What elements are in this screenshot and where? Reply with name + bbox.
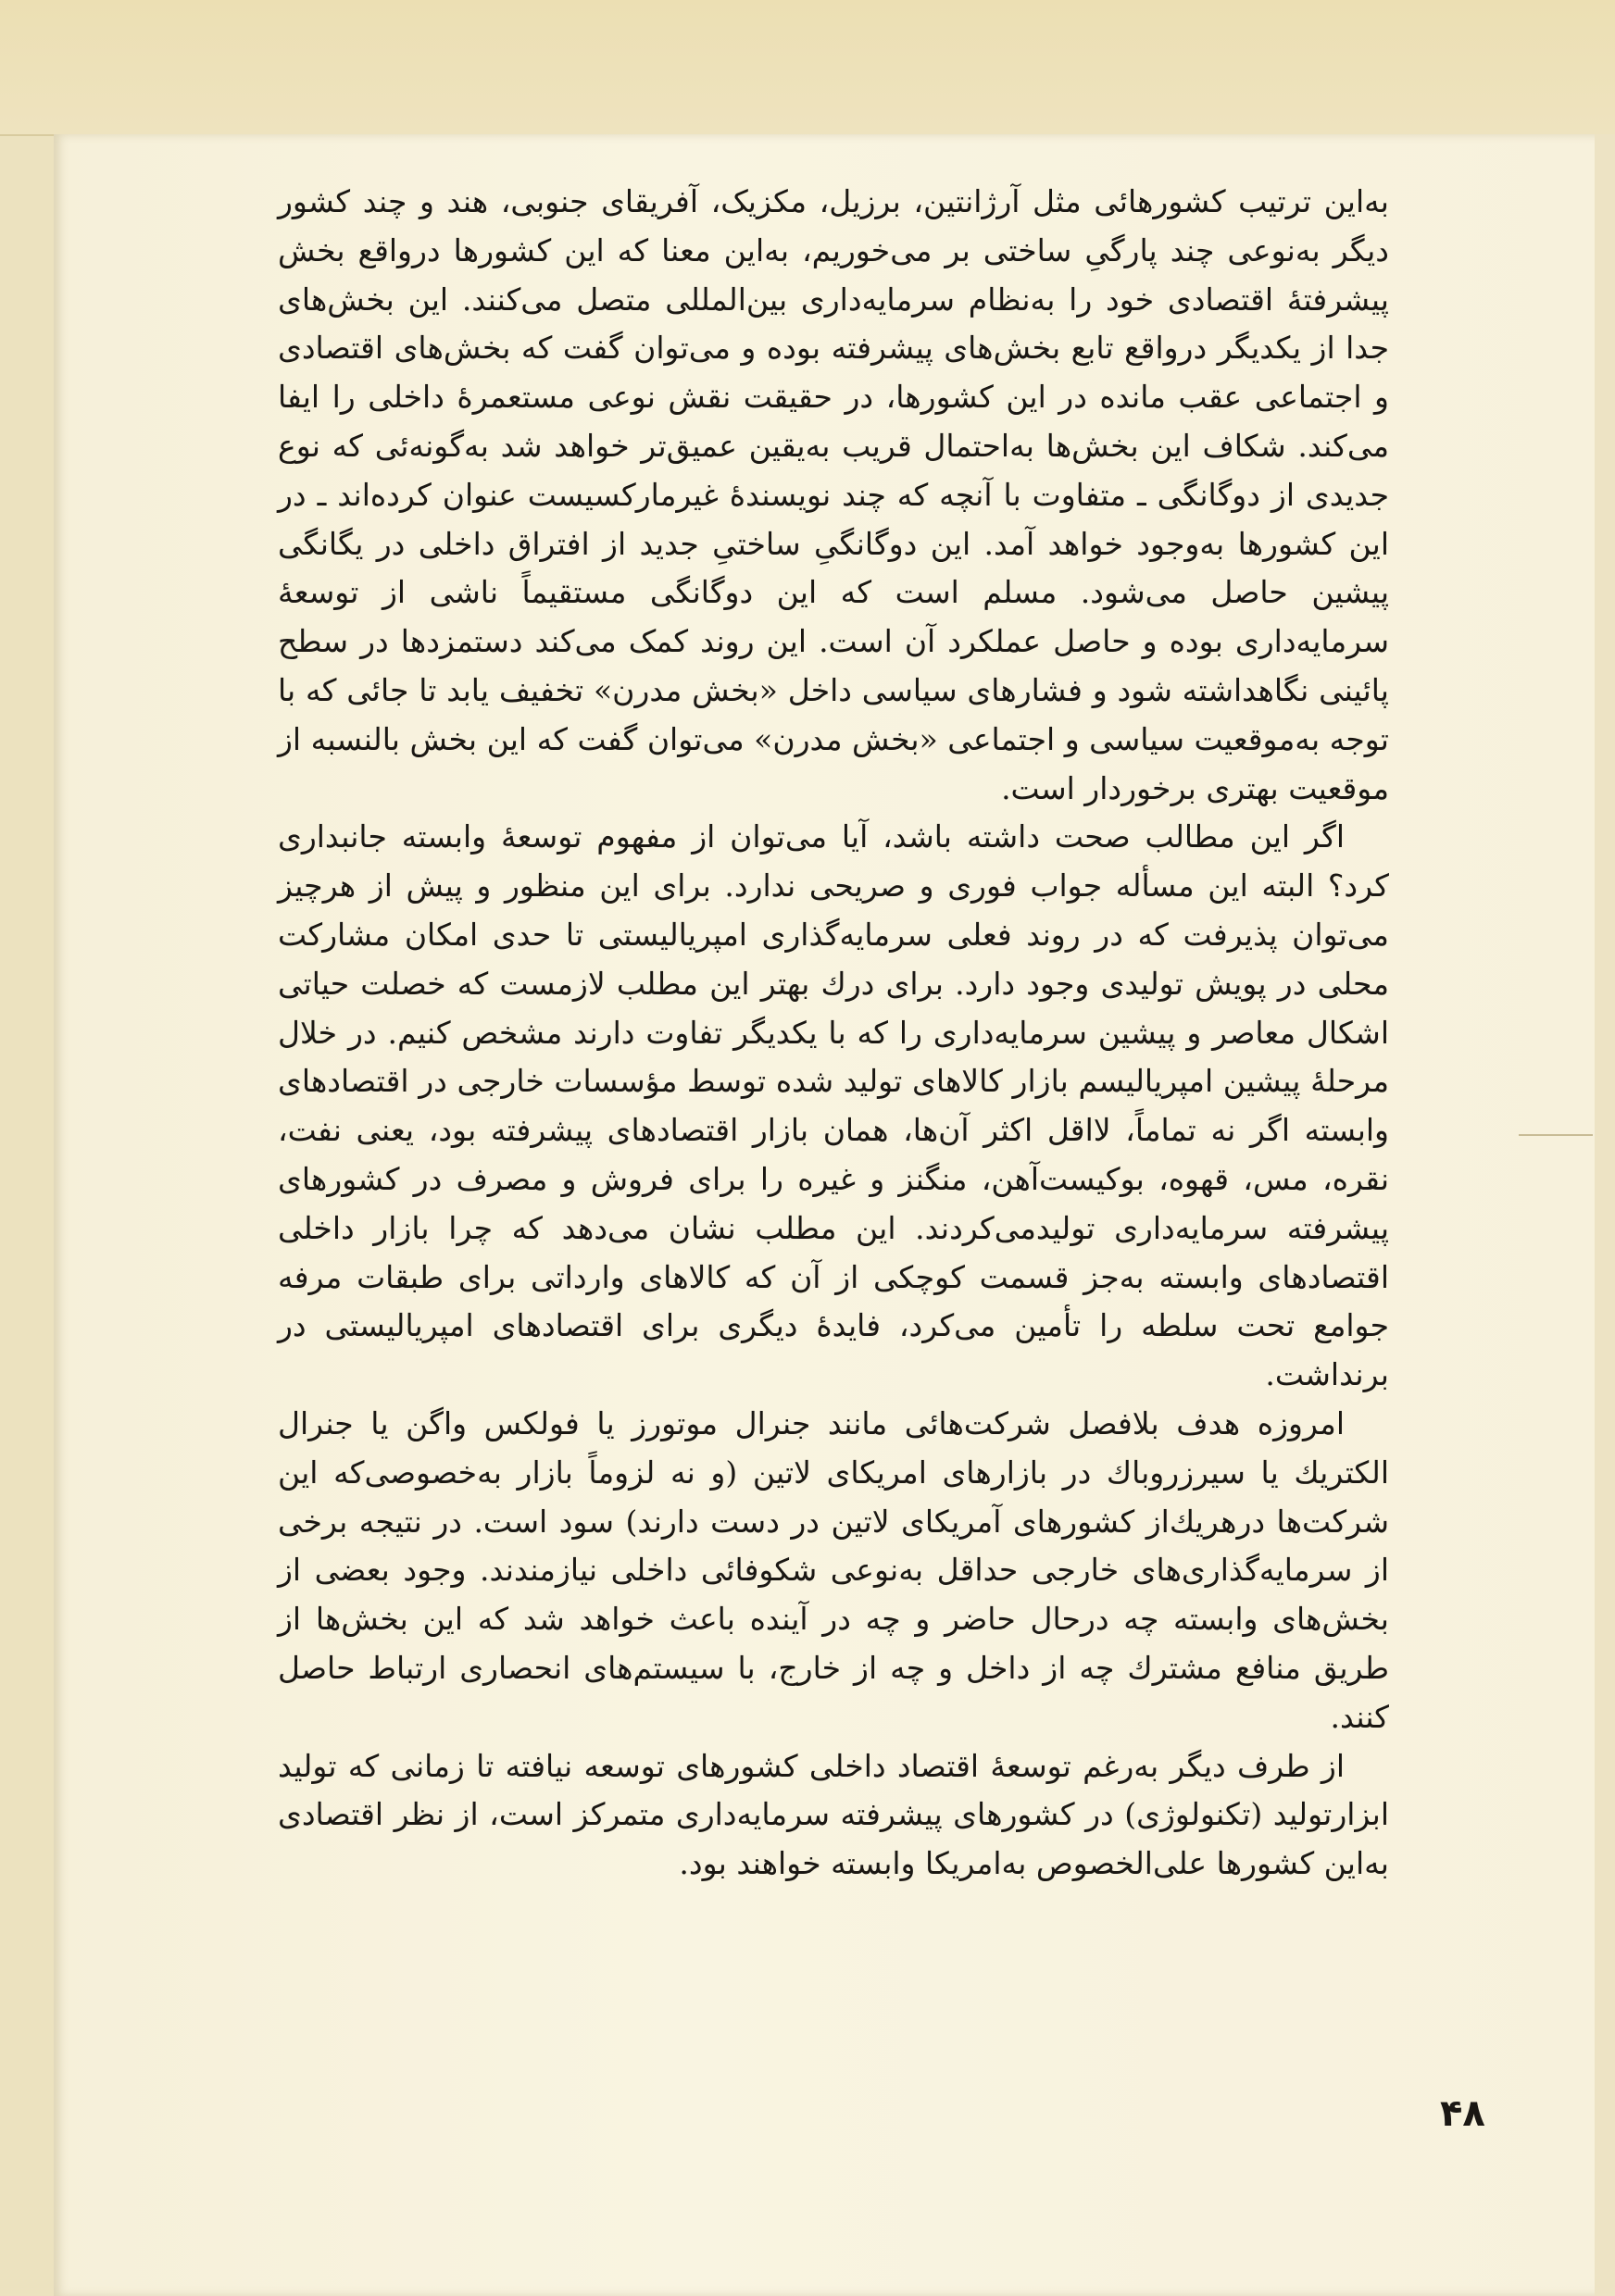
paragraph-3: امروزه هدف بلافصل شرکت‌هائی مانند جنرال موتورز یا فولکس واگن یا جنرال الکتریك یا سیرزروباك در بازارهای امریکای لاتین (و نه لزوماً بازار به‌خصوصی‌که این شرکت‌ها درهریك‌از کشورهای آمریکای لاتین در دست دارند) سود است. در نتیجه برخی از سرمایه‌گذاری‌های خارجی حداقل به‌نوعی شکوفائی داخلی نیازمندند. وجود بعضی از بخش‌های وابسته چه درحال حاضر و چه در آینده باعث خواهد شد که این بخش‌ها از طریق منافع مشترك چه از داخل و چه از خارج، با سیستم‌های انحصاری ارتباط حاصل کنند. bbox=[278, 1404, 1389, 1735]
page-edge bbox=[1595, 134, 1615, 2296]
paragraph-4: از طرف دیگر به‌رغم توسعهٔ اقتصاد داخلی کشورهای توسعه نیافته تا زمانی که تولید ابزارتولید (تکنولوژی) در کشورهای پیشرفته سرمایه‌داری متمرکز است، از نظر اقتصادی به‌این کشورها علی‌الخصوص به‌امریکا وابسته خواهند بود. bbox=[278, 1747, 1389, 1882]
margin-mark bbox=[1519, 1134, 1593, 1136]
body-text bbox=[278, 178, 1389, 1889]
paragraph-2: اگر این مطالب صحت داشته باشد، آیا می‌توان از مفهوم توسعهٔ وابسته جانبداری کرد؟ البته این مسأله جواب فوری و صریحی ندارد. برای این منظور و پیش از هرچیز می‌توان پذیرفت که در روند فعلی سرمایه‌گذاری امپریالیستی تا حدی امکان مشارکت محلی در پویش تولیدی وجود دارد. برای درك بهتر این مطلب لازمست که خصلت حیاتی اشکال معاصر و پیشین سرمایه‌داری را که با یکدیگر تفاوت دارند مشخص کنیم. در خلال مرحلهٔ پیشین امپریالیسم بازار کالاهای تولید شده توسط مؤسسات خارجی در اقتصادهای وابسته اگر نه تماماً، لااقل اکثر آن‌ها، همان بازار اقتصادهای پیشرفته بود، یعنی نفت، نقره، مس، قهوه، بوکیست‌آهن، منگنز و غیره را برای فروش و مصرف در کشورهای پیشرفته سرمایه‌داری تولیدمی‌کردند. این مطلب نشان می‌دهد که چرا بازار داخلی اقتصادهای وابسته به‌جز قسمت کوچکی از آن که کالاهای وارداتی برای طبقات مرفه جوامع تحت سلطه را تأمین می‌کرد، فایدهٔ دیگری برای اقتصادهای امپریالیستی در برنداشت. bbox=[278, 818, 1389, 1393]
paragraph-1: به‌این ترتیب کشورهائی مثل آرژانتین، برزیل، مکزیک، آفریقای جنوبی، هند و چند کشور دیگر به‌نوعی چند پارگیِ ساختی بر می‌خوریم، به‌این معنا که این کشورها درواقع بخش پیشرفتهٔ اقتصادی خود را به‌نظام سرمایه‌داری بین‌المللی متصل می‌کنند. این بخش‌های جدا از یکدیگر درواقع تابع بخش‌های پیشرفته بوده و می‌توان گفت که بخش‌های اقتصادی و اجتماعی عقب مانده در این کشورها، در حقیقت نقش نوعی مستعمرهٔ داخلی را ایفا می‌کند. شکاف این بخش‌ها به‌احتمال قریب به‌یقین عمیق‌تر خواهد شد به‌گونه‌ئی که نوع جدیدی از دوگانگی ـ متفاوت با آنچه که چند نویسندهٔ غیرمارکسیست عنوان کرده‌اند ـ در این کشورها به‌وجود خواهد آمد. این دوگانگیِ ساختیِ جدید از افتراق داخلی در یگانگی پیشین حاصل می‌شود. مسلم است که این دوگانگی مستقیماً ناشی از توسعهٔ سرمایه‌داری بوده و حاصل عملکرد آن است. این روند کمک می‌کند دستمزدها در سطح پائینی نگاهداشته شود و فشارهای سیاسی داخل «بخش مدرن» تخفیف یابد تا جائی که با توجه به‌موقعیت سیاسی و اجتماعی «بخش مدرن» می‌توان گفت که این بخش بالنسبه از موقعیت بهتری برخوردار است. bbox=[278, 183, 1389, 806]
page-number: ۴۸ bbox=[1440, 2092, 1485, 2135]
top-page-strip bbox=[0, 0, 1615, 136]
